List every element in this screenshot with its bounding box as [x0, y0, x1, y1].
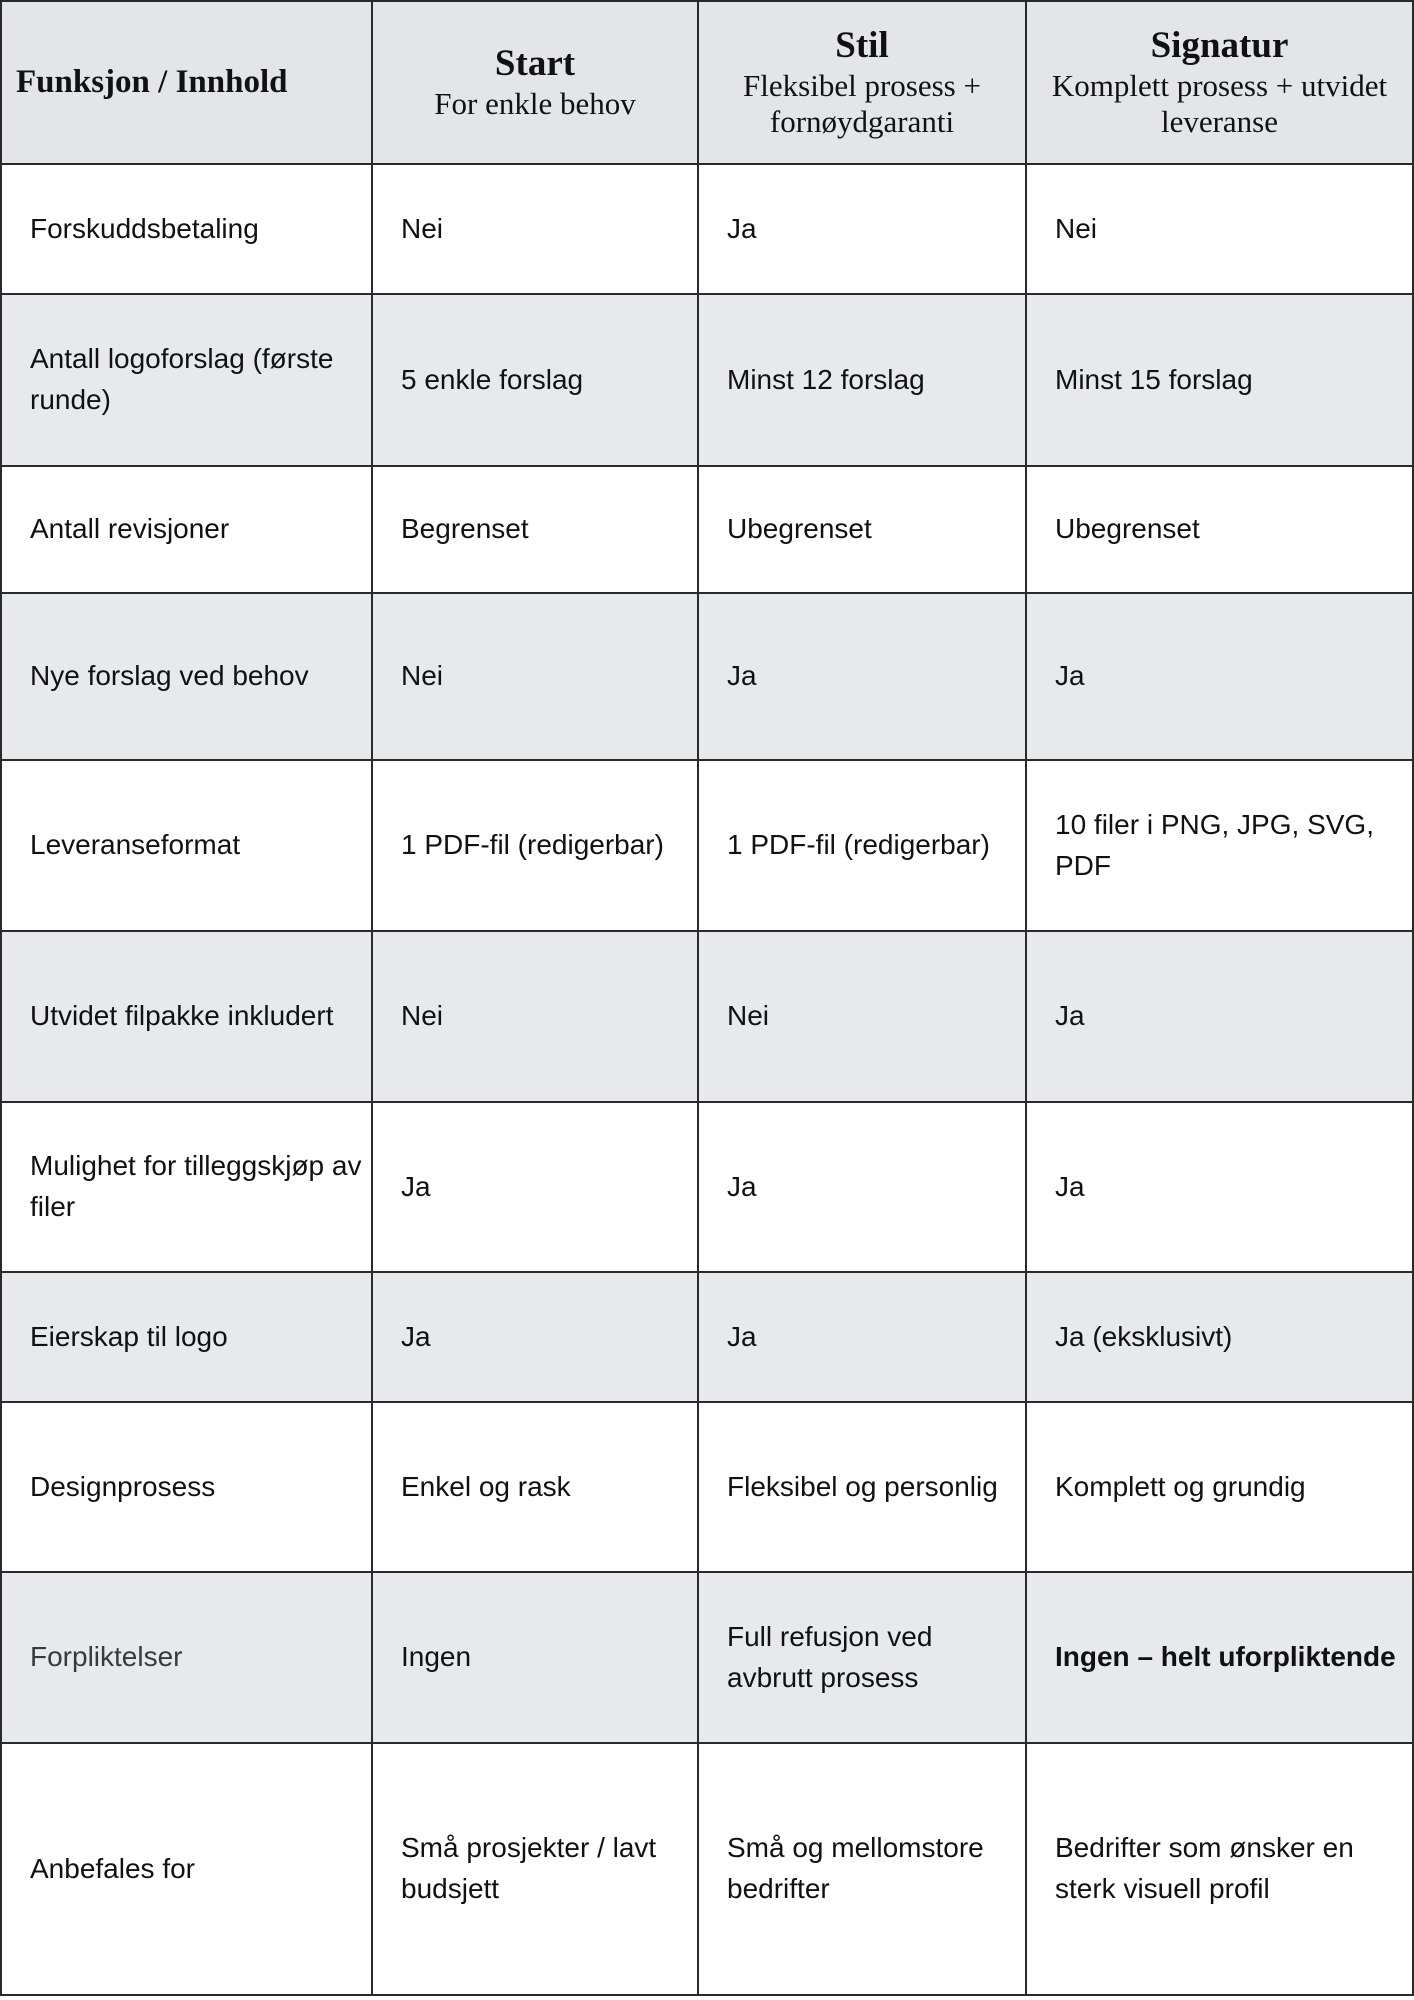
header-row [1, 1, 1413, 164]
row-label: Eierskap til logo [1, 1272, 372, 1402]
row-label: Anbefales for [1, 1743, 372, 1995]
cell-signatur: 10 filer i PNG, JPG, SVG, PDF [1026, 760, 1413, 931]
table-row [1, 593, 1413, 760]
row-label: Nye forslag ved behov [1, 593, 372, 760]
cell-stil: Ja [698, 593, 1026, 760]
cell-stil: Ubegrenset [698, 466, 1026, 593]
table-row [1, 931, 1413, 1102]
plan-description: Komplett prosess + utvidet leveranse [1051, 68, 1388, 139]
table-row [1, 164, 1413, 294]
table-row [1, 1402, 1413, 1572]
feature-column-header: Funksjon / Innhold [1, 1, 372, 164]
plan-name: Start [494, 43, 576, 85]
row-label: Utvidet filpakke inkludert [1, 931, 372, 1102]
cell-stil: Nei [698, 931, 1026, 1102]
table-row [1, 760, 1413, 931]
row-label: Antall logoforslag (første runde) [1, 294, 372, 466]
cell-signatur: Ja [1026, 593, 1413, 760]
cell-signatur: Ingen – helt uforpliktende [1026, 1572, 1413, 1743]
plan-name: Signatur [1150, 25, 1289, 67]
plan-header-signatur [1026, 1, 1413, 164]
plan-header-stil [698, 1, 1026, 164]
cell-signatur: Minst 15 forslag [1026, 294, 1413, 466]
cell-start: Nei [372, 593, 698, 760]
cell-signatur: Ja [1026, 931, 1413, 1102]
row-label: Forpliktelser [1, 1572, 372, 1743]
cell-signatur: Komplett og grundig [1026, 1402, 1413, 1572]
row-label: Antall revisjoner [1, 466, 372, 593]
cell-start: Nei [372, 931, 698, 1102]
row-label: Forskuddsbetaling [1, 164, 372, 294]
cell-start: Ja [372, 1272, 698, 1402]
cell-start: Ingen [372, 1572, 698, 1743]
table-row [1, 1272, 1413, 1402]
cell-signatur: Nei [1026, 164, 1413, 294]
table-row [1, 294, 1413, 466]
table-body [1, 164, 1413, 1995]
cell-signatur: Ubegrenset [1026, 466, 1413, 593]
row-label: Leveranseformat [1, 760, 372, 931]
cell-start: Ja [372, 1102, 698, 1272]
cell-stil: Ja [698, 164, 1026, 294]
cell-start: Små prosjekter / lavt budsjett [372, 1743, 698, 1995]
cell-stil: Fleksibel og personlig [698, 1402, 1026, 1572]
cell-stil: Ja [698, 1102, 1026, 1272]
cell-start: Nei [372, 164, 698, 294]
cell-signatur: Ja [1026, 1102, 1413, 1272]
cell-start: Begrenset [372, 466, 698, 593]
cell-stil: 1 PDF-fil (redigerbar) [698, 760, 1026, 931]
cell-stil: Full refusjon ved avbrutt prosess [698, 1572, 1026, 1743]
table-row [1, 1102, 1413, 1272]
cell-start: 1 PDF-fil (redigerbar) [372, 760, 698, 931]
row-label: Mulighet for tilleggskjøp av filer [1, 1102, 372, 1272]
cell-start: Enkel og rask [372, 1402, 698, 1572]
plan-description: Fleksibel prosess + fornøydgaranti [743, 68, 981, 139]
cell-signatur: Ja (eksklusivt) [1026, 1272, 1413, 1402]
cell-stil: Ja [698, 1272, 1026, 1402]
plan-header-start [372, 1, 698, 164]
cell-start: 5 enkle forslag [372, 294, 698, 466]
row-label: Designprosess [1, 1402, 372, 1572]
table-row [1, 1743, 1413, 1995]
table-header [1, 1, 1413, 164]
cell-stil: Minst 12 forslag [698, 294, 1026, 466]
cell-signatur: Bedrifter som ønsker en sterk visuell profil [1026, 1743, 1413, 1995]
cell-stil: Små og mellomstore bedrifter [698, 1743, 1026, 1995]
plan-name: Stil [835, 25, 889, 67]
plan-description: For enkle behov [434, 85, 636, 121]
table-row [1, 1572, 1413, 1743]
table-row [1, 466, 1413, 593]
